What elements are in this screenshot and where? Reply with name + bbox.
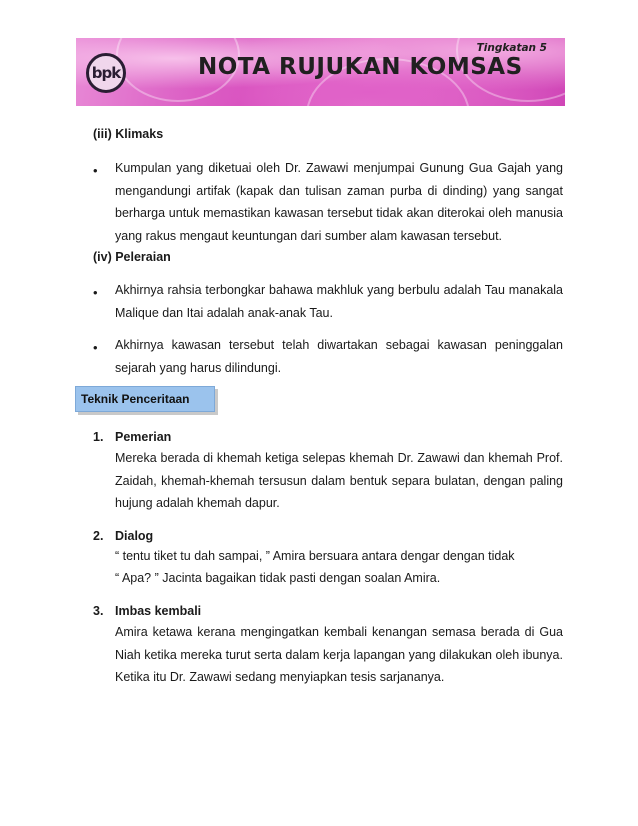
item-title-imbas-kembali: Imbas kembali [115,604,202,618]
heading-klimaks: (iii) Klimaks [93,127,164,141]
item-number: 1. [93,430,104,444]
item-title-dialog: Dialog [115,529,154,543]
bullet-icon: • [93,285,98,300]
section-label: Teknik Penceritaan [81,392,190,406]
item-number: 3. [93,604,104,618]
dialog-line: “ Apa? ” Jacinta bagaikan tidak pasti dengan soalan Amira. [115,571,441,585]
item-text: Mereka berada di khemah ketiga selepas khemah Dr. Zawawi dan khemah Prof. Zaidah, khemah-khemah tersusun dalam bentuk separa bulatan, dengan paling hujung adalah khemah dapur. [115,451,563,510]
header-banner [76,38,565,106]
dialog-line: “ tentu tiket tu dah sampai, ” Amira bersuara antara dengar dengan tidak [115,549,515,563]
bullet-text: Akhirnya rahsia terbongkar bahawa makhluk yang berbulu adalah Tau manakala Malique dan Itai adalah anak-anak Tau. [115,283,563,320]
level-label: Tingkatan 5 [476,42,547,54]
bpk-logo [86,53,126,93]
logo-text: bpk [91,64,121,82]
section-label-bar [75,386,215,412]
bullet-icon: • [93,163,98,178]
bullet-text: Akhirnya kawasan tersebut telah diwartakan sebagai kawasan peninggalan sejarah yang harus dilindungi. [115,338,563,375]
item-title-pemerian: Pemerian [115,430,172,444]
bullet-text: Kumpulan yang diketuai oleh Dr. Zawawi menjumpai Gunung Gua Gajah yang mengandungi artifak (kapak dan tulisan zaman purba di dinding) yang sangat berharga untuk memastikan kawasan tersebut tidak akan diterokai oleh manusia yang rakus mengaut keuntungan dari sumber alam kawasan tersebut. [115,161,563,243]
heading-peleraian: (iv) Peleraian [93,250,171,264]
bullet-icon: • [93,340,98,355]
item-number: 2. [93,529,104,543]
item-text: Amira ketawa kerana mengingatkan kembali kenangan semasa berada di Gua Niah ketika mereka turut serta dalam kerja lapangan yang dilakukan oleh ibunya. Ketika itu Dr. Zawawi sedang menyiapkan tesis sarjananya. [115,625,563,684]
page-title: NOTA RUJUKAN KOMSAS [198,54,523,80]
